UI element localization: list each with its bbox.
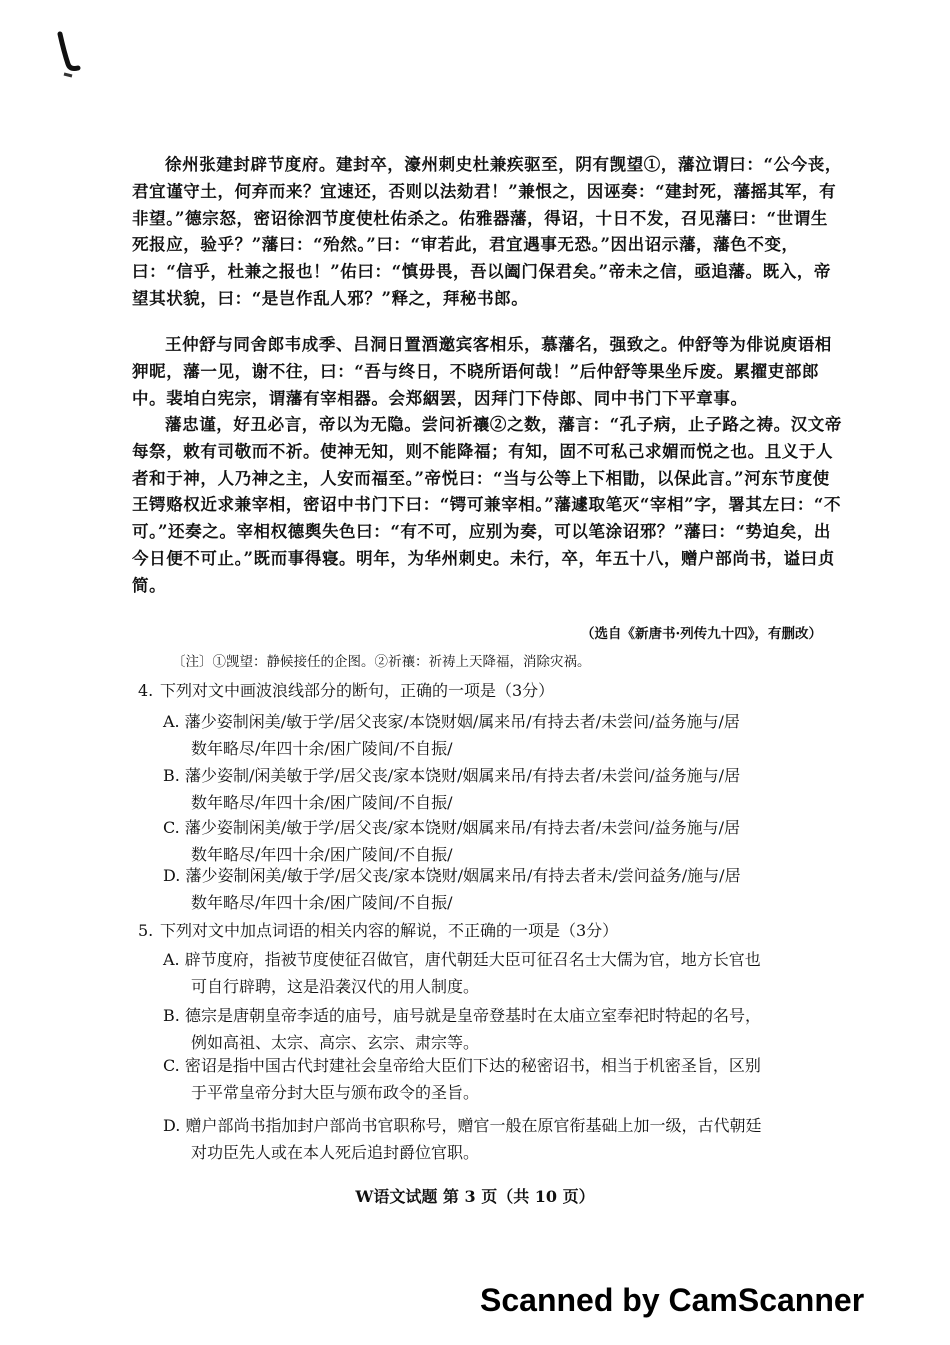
option-label: C. xyxy=(163,818,180,837)
question-5-stem xyxy=(138,918,843,944)
option-label: A. xyxy=(163,950,180,969)
option-label: C. xyxy=(163,1056,180,1075)
question-4-option-a xyxy=(163,708,843,762)
question-text: 下列对文中画波浪线部分的断句，正确的一项是（3分） xyxy=(160,681,555,700)
option-text: 密诏是指中国古代封建社会皇帝给大臣们下达的秘密诏书，相当于机密圣旨，区别 xyxy=(184,1056,761,1075)
question-number: 5. xyxy=(138,921,154,940)
question-4-stem xyxy=(138,678,843,704)
passage-paragraph-2: 王仲舒与同舍郎韦成季、吕洞日置酒邀宾客相乐，慕藩名，强致之。仲舒等为俳说庾语相狎昵，藩一见，谢不往，曰：“吾与终日，不晓所语何哉！”后仲舒等果坐斥废。累擢吏部郎中。裴垍白宪宗，谓藩有宰相器。会郑絪罢，因拜门下侍郎、同中书门下平章事。 xyxy=(132,335,832,408)
option-text-cont: 例如高祖、太宗、高宗、玄宗、肃宗等。 xyxy=(191,1033,480,1052)
question-5-option-a xyxy=(163,946,843,1000)
page-footer: W语文试题 第 3 页（共 10 页） xyxy=(355,1187,595,1206)
question-4-option-d xyxy=(163,862,843,916)
option-text: 德宗是唐朝皇帝李适的庙号，庙号就是皇帝登基时在太庙立室奉祀时特起的名号， xyxy=(184,1006,761,1025)
question-5-option-d xyxy=(163,1112,843,1166)
option-label: A. xyxy=(163,712,180,731)
option-text: 藩少姿制/闲美敏于学/居父丧/家本饶财/姻属来吊/有持去者/未尝问/益务施与/居 xyxy=(184,766,741,785)
question-4-option-c xyxy=(163,814,843,868)
passage-note: 〔注〕①觊望：静候接任的企图。②祈禳：祈祷上天降福，消除灾祸。 xyxy=(172,654,591,670)
option-label: B. xyxy=(163,1006,180,1025)
option-text: 藩少姿制闲美/敏于学/居父丧/家本饶财/姻属来吊/有持去者未/尝问益务/施与/居 xyxy=(185,866,741,885)
question-text: 下列对文中加点词语的相关内容的解说，不正确的一项是（3分） xyxy=(160,921,619,940)
option-text-cont: 数年略尽/年四十余/困广陵间/不自振/ xyxy=(191,845,453,864)
option-text: 赠户部尚书指加封户部尚书官职称号，赠官一般在原官衔基础上加一级，古代朝廷 xyxy=(185,1116,762,1135)
option-label: B. xyxy=(163,766,180,785)
passage-source: （选自《新唐书·列传九十四》，有删改） xyxy=(581,626,822,642)
passage-paragraph-1: 徐州张建封辟节度府。建封卒，濠州刺史杜兼疾驱至，阴有觊望①，藩泣谓曰：“公今丧，君宜谨守土，何弃而来？宜速还，否则以法劾君！”兼恨之，因诬奏：“建封死，藩摇其军，有非望。”德宗怒，密诏徐泗节度使杜佑杀之。佑雅器藩，得诏，十日不发，召见藩曰：“世谓生死报应，验乎？”藩曰：“殆然。”曰：“审若此，君宜遇事无恐。”因出诏示藩，藩色不变，曰：“信乎，杜兼之报也！”佑曰：“慎毋畏，吾以阖门保君矣。”帝未之信，亟追藩。既入，帝望其状貌，曰：“是岂作乱人邪？”释之，拜秘书郎。 xyxy=(132,155,842,308)
question-number: 4. xyxy=(138,681,154,700)
option-text-cont: 可自行辟聘，这是沿袭汉代的用人制度。 xyxy=(191,977,480,996)
option-text: 藩少姿制闲美/敏于学/居父丧家/本饶财姻/属来吊/有持去者/未尝问/益务施与/居 xyxy=(184,712,740,731)
option-label: D. xyxy=(163,866,181,885)
option-text: 辟节度府，指被节度使征召做官，唐代朝廷大臣可征召名士大儒为官，地方长官也 xyxy=(184,950,761,969)
scan-mark xyxy=(52,30,92,80)
option-text-cont: 数年略尽/年四十余/困广陵间/不自振/ xyxy=(191,739,453,758)
question-4-option-b xyxy=(163,762,843,816)
question-5-option-c xyxy=(163,1052,843,1106)
option-text-cont: 对功臣先人或在本人死后追封爵位官职。 xyxy=(191,1143,480,1162)
option-label: D. xyxy=(163,1116,181,1135)
option-text-cont: 数年略尽/年四十余/困广陵间/不自振/ xyxy=(191,793,453,812)
passage-paragraph-3: 藩忠谨，好丑必言，帝以为无隐。尝问祈禳②之数，藩言：“孔子病，止子路之祷。汉文帝每祭，敕有司敬而不祈。使神无知，则不能降福；有知，固不可私己求媚而悦之也。且义于人者和于神，人乃神之主，人安而福至。”帝悦曰：“当与公等上下相勖，以保此言。”河东节度使王锷赂权近求兼宰相，密诏中书门下曰：“锷可兼宰相。”藩遽取笔灭“宰相”字，署其左曰：“不可。”还奏之。宰相权德舆失色曰：“有不可，应别为奏，可以笔涂诏邪？”藩曰：“势迫矣，出今日便不可止。”既而事得寝。明年，为华州刺史。未行，卒，年五十八，赠户部尚书，谥曰贞简。 xyxy=(132,415,842,595)
option-text-cont: 数年略尽/年四十余/困广陵间/不自振/ xyxy=(191,893,453,912)
option-text: 藩少姿制闲美/敏于学/居父丧/家本饶财/姻属来吊/有持去者/未尝问/益务施与/居 xyxy=(184,818,740,837)
question-5-option-b xyxy=(163,1002,843,1056)
scanner-watermark: Scanned by CamScanner xyxy=(480,1282,865,1318)
option-text-cont: 于平常皇帝分封大臣与颁布政令的圣旨。 xyxy=(191,1083,480,1102)
